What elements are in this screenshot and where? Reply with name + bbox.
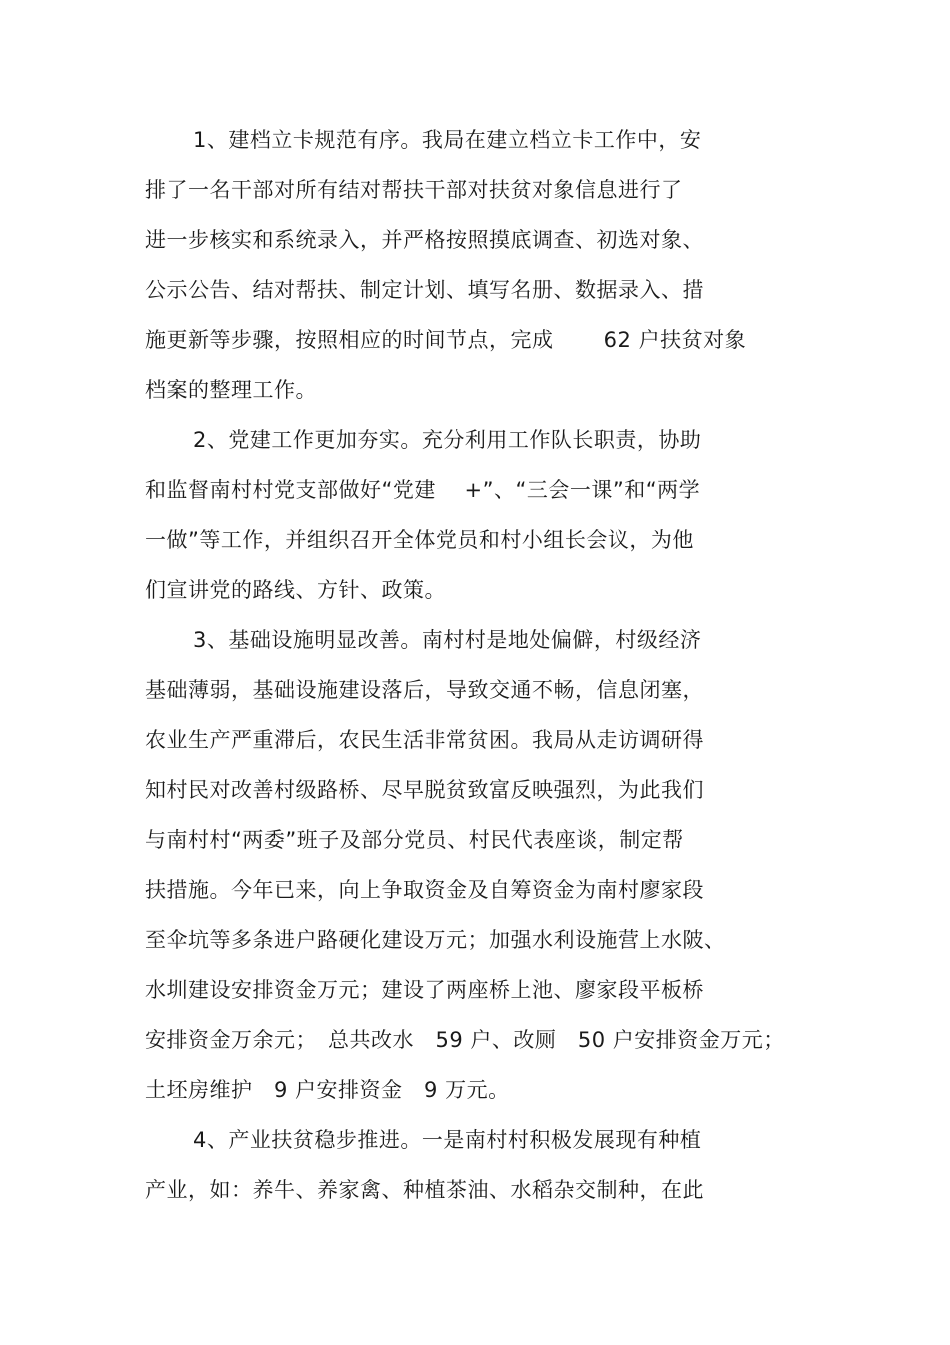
paragraph-1-line-2: 排了一名干部对所有结对帮扶干部对扶贫对象信息进行了 xyxy=(145,178,683,202)
paragraph-2-line-2: 和监督南村村党支部做好“党建 +”、“三会一课”和“两学 xyxy=(145,478,701,502)
paragraph-3-line-8: 水圳建设安排资金万元；建设了两座桥上池、廖家段平板桥 xyxy=(145,978,704,1002)
paragraph-3-line-4: 知村民对改善村级路桥、尽早脱贫致富反映强烈，为此我们 xyxy=(145,778,704,802)
paragraph-1-line-6: 档案的整理工作。 xyxy=(145,378,317,402)
paragraph-4-line-2: 产业，如：养牛、养家禽、种植茶油、水稻杂交制种，在此 xyxy=(145,1178,704,1202)
paragraph-1-line-5: 施更新等步骤，按照相应的时间节点，完成 62 户扶贫对象 xyxy=(145,328,747,352)
paragraph-3-line-7: 至伞坑等多条进户路硬化建设万元；加强水利设施营上水陂、 xyxy=(145,928,726,952)
paragraph-3-line-10: 土坯房维护 9 户安排资金 9 万元。 xyxy=(145,1078,510,1102)
paragraph-2-line-4: 们宣讲党的路线、方针、政策。 xyxy=(145,578,446,602)
paragraph-1-line-4: 公示公告、结对帮扶、制定计划、填写名册、数据录入、措 xyxy=(145,278,704,302)
paragraph-4-line-1: 4、产业扶贫稳步推进。一是南村村积极发展现有种植 xyxy=(193,1128,702,1152)
paragraph-3-line-9: 安排资金万余元； 总共改水 59 户、改厕 50 户安排资金万元； xyxy=(145,1028,785,1052)
paragraph-1-line-1: 1、建档立卡规范有序。我局在建立档立卡工作中，安 xyxy=(193,128,702,152)
paragraph-3-line-6: 扶措施。今年已来，向上争取资金及自筹资金为南村廖家段 xyxy=(145,878,704,902)
paragraph-1-line-3: 进一步核实和系统录入，并严格按照摸底调查、初选对象、 xyxy=(145,228,704,252)
paragraph-3-line-1: 3、基础设施明显改善。南村村是地处偏僻，村级经济 xyxy=(193,628,702,652)
paragraph-3-line-2: 基础薄弱，基础设施建设落后，导致交通不畅，信息闭塞， xyxy=(145,678,704,702)
paragraph-2-line-3: 一做”等工作，并组织召开全体党员和村小组长会议，为他 xyxy=(145,528,694,552)
paragraph-3-line-3: 农业生产严重滞后，农民生活非常贫困。我局从走访调研得 xyxy=(145,728,704,752)
paragraph-2-line-1: 2、党建工作更加夯实。充分利用工作队长职责，协助 xyxy=(193,428,702,452)
paragraph-3-line-5: 与南村村“两委”班子及部分党员、村民代表座谈，制定帮 xyxy=(145,828,684,852)
